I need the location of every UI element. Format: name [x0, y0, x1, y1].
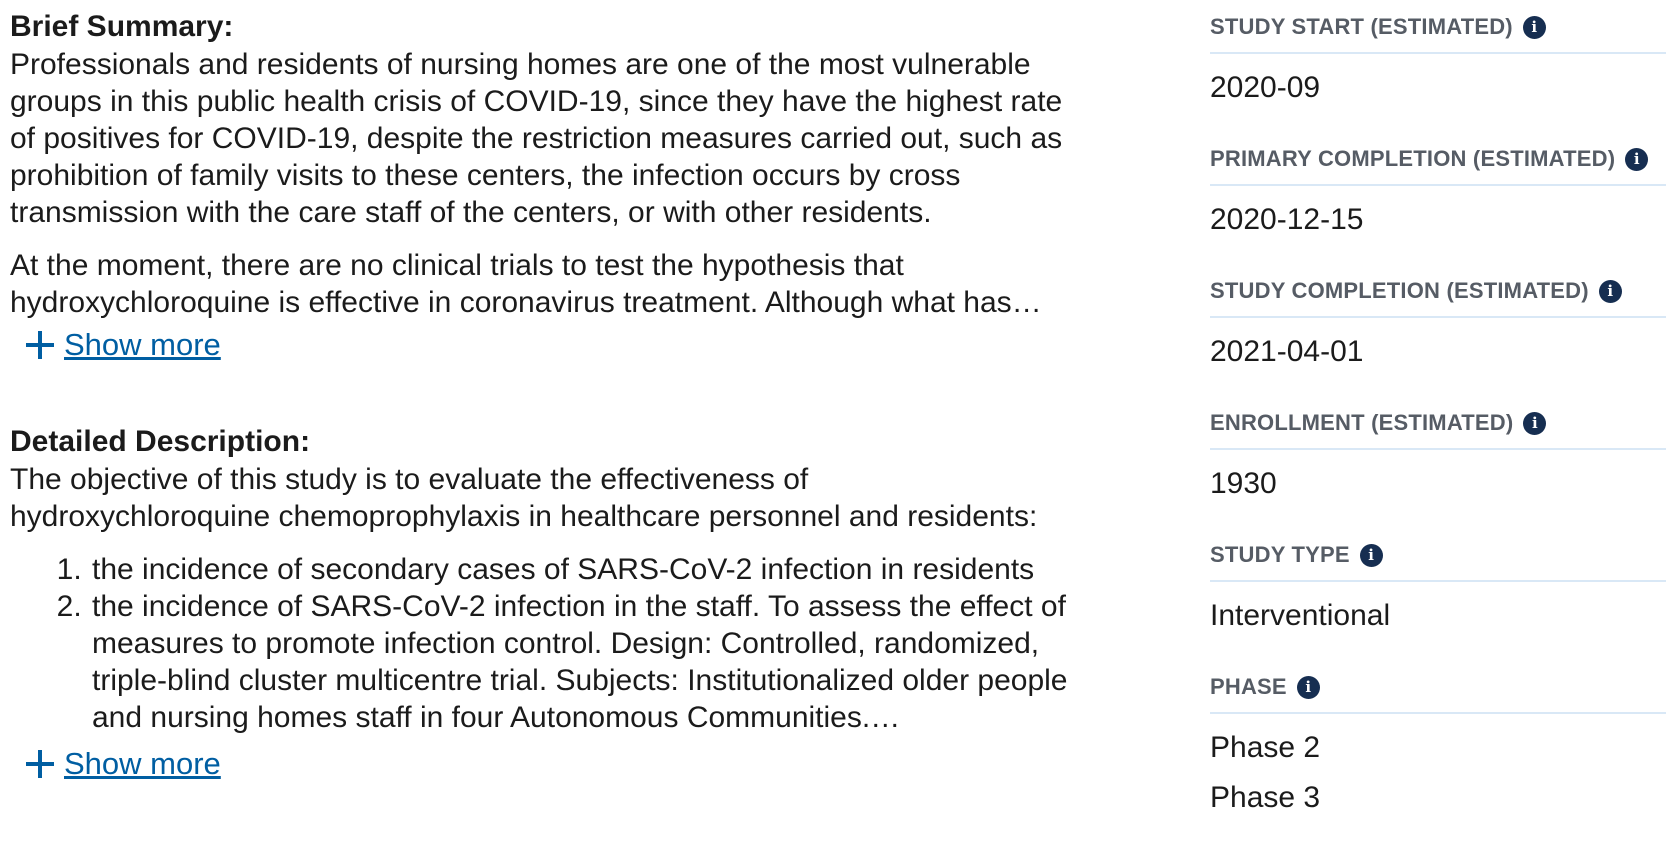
study-completion-value: 2021-04-01: [1210, 335, 1364, 368]
study-start-value: 2020-09: [1210, 71, 1321, 104]
study-details-sidebar: [1210, 12, 1666, 816]
detailed-description-list: [10, 551, 1160, 736]
info-icon[interactable]: i: [1599, 280, 1622, 303]
field-divider: [1210, 52, 1666, 54]
text-line: transmission with the care staff of the centers, or with other residents.: [10, 196, 932, 229]
info-icon[interactable]: i: [1625, 148, 1648, 171]
enrollment-value: 1930: [1210, 467, 1277, 500]
brief-summary-paragraph-2: [10, 247, 1160, 321]
primary-completion-value: 2020-12-15: [1210, 203, 1364, 236]
field-divider: [1210, 316, 1666, 318]
info-icon[interactable]: i: [1360, 544, 1383, 567]
list-item: [90, 551, 1160, 588]
detailed-description-heading: Detailed Description:: [10, 425, 311, 458]
list-item-text: measures to promote infection control. Design: Controlled, randomized,: [92, 627, 1040, 660]
field-divider: [1210, 712, 1666, 714]
plus-icon: [26, 331, 54, 359]
field-divider: [1210, 580, 1666, 582]
show-more-link[interactable]: Show more: [64, 746, 221, 781]
field-label: [1210, 144, 1666, 174]
field-divider: [1210, 184, 1666, 186]
field-divider: [1210, 448, 1666, 450]
info-icon[interactable]: i: [1523, 412, 1546, 435]
primary-completion-field: [1210, 144, 1666, 238]
field-label: [1210, 540, 1666, 570]
enrollment-label: ENROLLMENT (ESTIMATED): [1210, 410, 1514, 435]
field-label: [1210, 672, 1666, 702]
description-column: [10, 8, 1160, 788]
phase-label: PHASE: [1210, 674, 1287, 699]
brief-summary-paragraph-1: [10, 46, 1160, 231]
plus-icon: [26, 750, 54, 778]
info-icon[interactable]: i: [1523, 16, 1546, 39]
info-icon[interactable]: i: [1297, 676, 1320, 699]
list-item-text: triple-blind cluster multicentre trial. Subjects: Institutionalized older people: [92, 664, 1068, 697]
text-line: of positives for COVID-19, despite the restriction measures carried out, such as: [10, 122, 1063, 155]
field-label: [1210, 276, 1666, 306]
brief-summary-section: [10, 8, 1160, 369]
list-item: [90, 588, 1160, 736]
study-completion-field: [1210, 276, 1666, 370]
study-type-field: [1210, 540, 1666, 634]
primary-completion-label: PRIMARY COMPLETION (ESTIMATED): [1210, 146, 1616, 171]
text-line: hydroxychloroquine chemoprophylaxis in healthcare personnel and residents:: [10, 500, 1038, 533]
list-item-text: and nursing homes staff in four Autonomous Communities.…: [92, 701, 901, 734]
brief-summary-show-more-button[interactable]: [26, 321, 1160, 369]
study-completion-label: STUDY COMPLETION (ESTIMATED): [1210, 278, 1589, 303]
show-more-link[interactable]: Show more: [64, 327, 221, 362]
enrollment-field: [1210, 408, 1666, 502]
study-start-field: [1210, 12, 1666, 106]
field-label: [1210, 12, 1666, 42]
text-line: groups in this public health crisis of COVID-19, since they have the highest rate: [10, 85, 1063, 118]
text-line: Professionals and residents of nursing homes are one of the most vulnerable: [10, 48, 1031, 81]
list-item-text: the incidence of secondary cases of SARS-CoV-2 infection in residents: [92, 553, 1035, 586]
phase-value: Phase 2: [1210, 731, 1321, 764]
text-line: The objective of this study is to evaluate the effectiveness of: [10, 463, 809, 496]
field-label: [1210, 408, 1666, 438]
text-line: At the moment, there are no clinical trials to test the hypothesis that: [10, 249, 904, 282]
phase-field: [1210, 672, 1666, 816]
phase-value: Phase 3: [1210, 781, 1321, 814]
list-item-text: 2. the incidence of SARS-CoV-2 infection in the staff. To assess the effect of: [92, 590, 1066, 623]
text-line-truncated: hydroxychloroquine is effective in coronavirus treatment. Although what has…: [10, 286, 1042, 319]
study-type-value: Interventional: [1210, 599, 1391, 632]
detailed-description-show-more-button[interactable]: [26, 740, 1160, 788]
study-type-label: STUDY TYPE: [1210, 542, 1350, 567]
study-start-label: STUDY START (ESTIMATED): [1210, 14, 1513, 39]
detailed-description-section: [10, 423, 1160, 788]
text-line: prohibition of family visits to these centers, the infection occurs by cross: [10, 159, 961, 192]
detailed-description-intro: [10, 461, 1160, 535]
brief-summary-heading: Brief Summary:: [10, 10, 234, 43]
